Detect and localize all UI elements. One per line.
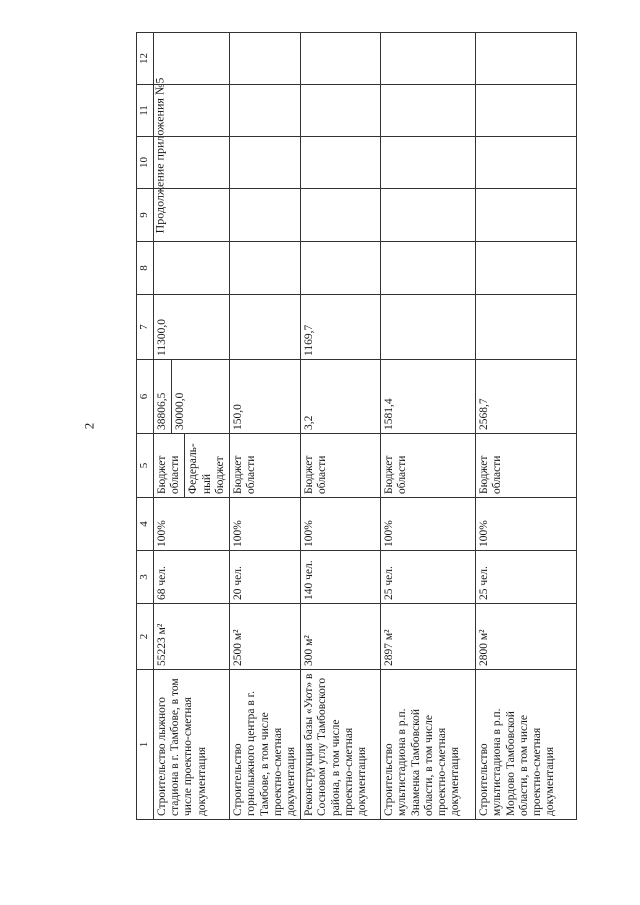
project-name: Строительство горнолыжного центра в г. Тамбове, в том числе проектно-сметная документация	[230, 670, 301, 820]
table-row	[154, 33, 230, 820]
rotated-table-wrapper	[136, 33, 636, 820]
table-row	[230, 33, 301, 820]
capacity-cell: 20 чел.	[230, 551, 301, 604]
empty-cell	[301, 85, 381, 137]
data-table	[136, 32, 577, 820]
col-header: 5	[137, 434, 154, 498]
empty-cell	[230, 137, 301, 189]
project-name: Реконструкция базы «Уют» в Сосновом углу Тамбовского района, в том числе проектно-сметная документация	[301, 670, 381, 820]
source-cell: Бюджет области	[301, 434, 381, 498]
amount-value: 38806,5	[156, 392, 168, 430]
col-header: 4	[137, 498, 154, 551]
col-header: 8	[137, 242, 154, 295]
source-cell: Бюджет области	[476, 434, 577, 498]
amount-cell: 3,2	[301, 360, 381, 434]
col-header: 10	[137, 137, 154, 189]
table-row	[301, 33, 381, 820]
project-name: Строительство мультистадиона в р.п. Знаменка Тамбовской области, в том числе проектно-сметная документация	[381, 670, 476, 820]
empty-cell	[381, 242, 476, 295]
col-header: 11	[137, 85, 154, 137]
readiness-cell: 100%	[381, 498, 476, 551]
empty-cell	[301, 189, 381, 242]
readiness-cell: 100%	[301, 498, 381, 551]
area-cell: 300 м²	[301, 604, 381, 670]
project-name: Строительство мультистадиона в р.п. Мордово Тамбовской области, в том числе проектно-сметная документация	[476, 670, 577, 820]
empty-cell	[154, 85, 230, 137]
empty-cell	[381, 137, 476, 189]
readiness-cell: 100%	[476, 498, 577, 551]
empty-cell	[301, 137, 381, 189]
table-row	[381, 33, 476, 820]
area-cell: 2500 м²	[230, 604, 301, 670]
capacity-cell: 25 чел.	[476, 551, 577, 604]
area-cell: 2800 м²	[476, 604, 577, 670]
col-header: 7	[137, 295, 154, 360]
empty-cell	[476, 242, 577, 295]
empty-cell	[230, 189, 301, 242]
source-cell: Бюджет области	[230, 434, 301, 498]
empty-cell	[154, 242, 230, 295]
col-header: 12	[137, 33, 154, 85]
amount-cell: 2568,7	[476, 360, 577, 434]
appendix-caption: Продолжение приложения №5	[152, 77, 167, 234]
empty-cell	[230, 242, 301, 295]
empty-cell	[381, 189, 476, 242]
source-label: Бюджет области	[156, 455, 182, 494]
empty-cell	[476, 85, 577, 137]
col7-cell: 11300,0	[154, 295, 230, 360]
col-header: 3	[137, 551, 154, 604]
col-header: 2	[137, 604, 154, 670]
amount-cell	[154, 360, 230, 434]
readiness-cell: 100%	[154, 498, 230, 551]
source-cell: Бюджет области	[381, 434, 476, 498]
col-header: 9	[137, 189, 154, 242]
col7-cell	[230, 295, 301, 360]
amount-cell: 150,0	[230, 360, 301, 434]
empty-cell	[154, 33, 230, 85]
capacity-cell: 25 чел.	[381, 551, 476, 604]
amount-value: 30000,0	[171, 360, 189, 433]
area-cell: 2897 м²	[381, 604, 476, 670]
col7-cell	[476, 295, 577, 360]
area-cell: 55223 м²	[154, 604, 230, 670]
empty-cell	[381, 33, 476, 85]
col-header: 6	[137, 360, 154, 434]
table-row	[476, 33, 577, 820]
project-name: Строительство лыжного стадиона в г. Тамбове, в том числе проектно-сметная документация	[154, 670, 230, 820]
source-label: Федераль-ный бюджет	[184, 434, 229, 497]
page-number: 2	[81, 422, 97, 430]
empty-cell	[154, 137, 230, 189]
col7-cell	[381, 295, 476, 360]
empty-cell	[476, 189, 577, 242]
empty-cell	[154, 189, 230, 242]
empty-cell	[301, 33, 381, 85]
capacity-cell: 140 чел.	[301, 551, 381, 604]
readiness-cell: 100%	[230, 498, 301, 551]
empty-cell	[381, 85, 476, 137]
amount-cell: 1581,4	[381, 360, 476, 434]
empty-cell	[476, 137, 577, 189]
header-row	[137, 33, 154, 820]
col7-cell: 1169,7	[301, 295, 381, 360]
empty-cell	[230, 33, 301, 85]
source-cell	[154, 434, 230, 498]
empty-cell	[230, 85, 301, 137]
capacity-cell: 68 чел.	[154, 551, 230, 604]
empty-cell	[301, 242, 381, 295]
col-header: 1	[137, 670, 154, 820]
empty-cell	[476, 33, 577, 85]
